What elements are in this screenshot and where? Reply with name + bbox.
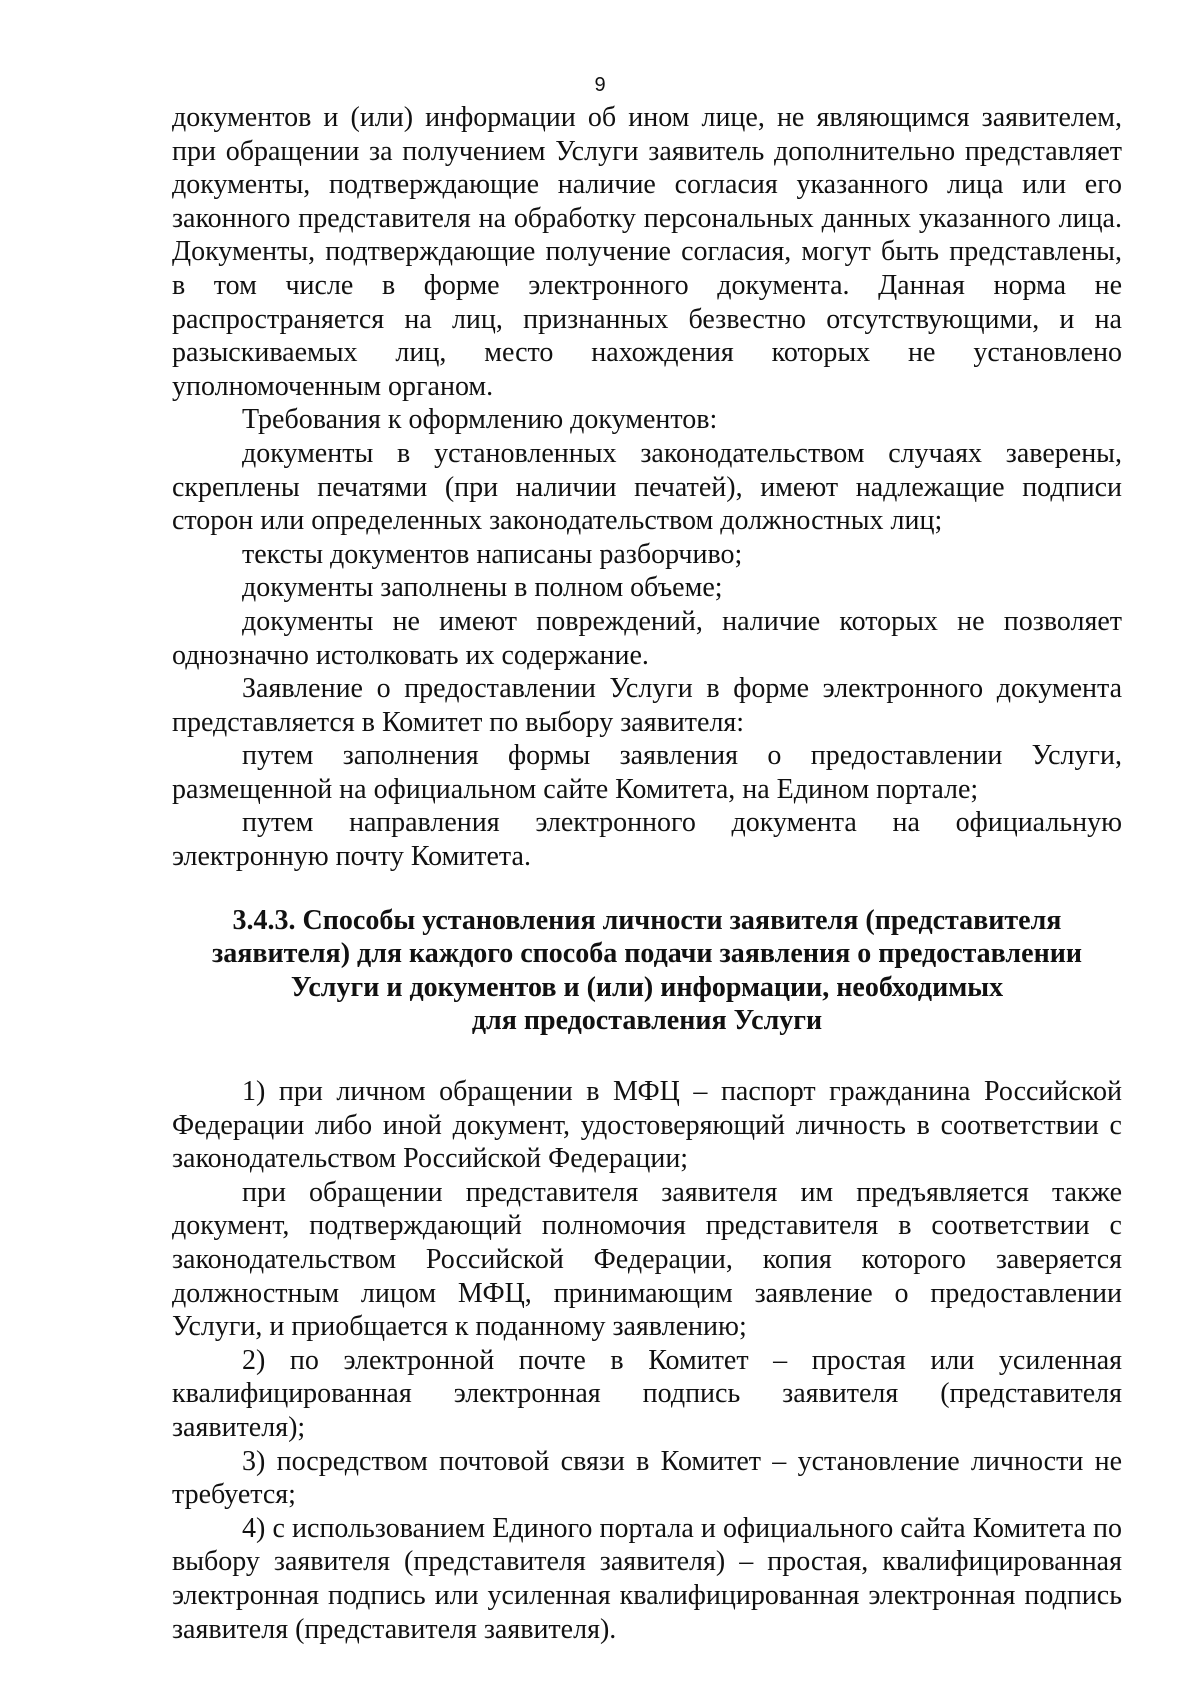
heading-line: 3.4.3. Способы установления личности заявителя (представителя xyxy=(232,904,1062,936)
paragraph: документы не имеют повреждений, наличие которых не позволяет однозначно истолковать их содержание. xyxy=(172,605,1122,671)
paragraph: Требования к оформлению документов: xyxy=(242,404,718,436)
document-body xyxy=(172,101,1122,1646)
paragraph: путем заполнения формы заявления о предоставлении Услуги, размещенной на официальном сайте Комитета, на Едином портале; xyxy=(172,740,1122,805)
paragraph: документы в установленных законодательством случаях заверены, скреплены печатями (при наличии печатей), имеют надлежащие подписи сторон или определенных законодательством должностных лиц; xyxy=(172,437,1122,537)
page-number: 9 xyxy=(594,74,606,96)
paragraph: документы заполнены в полном объеме; xyxy=(242,572,723,604)
section-heading xyxy=(172,904,1122,1038)
paragraph: тексты документов написаны разборчиво; xyxy=(242,538,743,570)
paragraph: 1) при личном обращении в МФЦ – паспорт гражданина Российской Федерации либо иной документ, удостоверяющий личность в соответствии с законодательством Российской Федерации; xyxy=(172,1076,1122,1175)
paragraph: Заявление о предоставлении Услуги в форме электронного документа представляется в Комитет по выбору заявителя: xyxy=(172,673,1122,738)
heading-line: Услуги и документов и (или) информации, необходимых xyxy=(290,971,1004,1003)
paragraph: документов и (или) информации об ином лице, не являющимся заявителем, при обращении за получением Услуги заявитель дополнительно представляет документы, подтверждающие наличие согласия указанного лица или его законного представителя на обработку персональных данных указанного лица. Документы, подтверждающие получение согласия, могут быть представлены, в том числе в форме электронного документа. Данная норма не распространяется на лиц, признанных безвестно отсутствующими, и на разыскиваемых лиц, место нахождения которых не установлено уполномоченным органом. xyxy=(172,102,1122,402)
paragraph: путем направления электронного документа на официальную электронную почту Комитета. xyxy=(172,807,1122,873)
heading-line: заявителя) для каждого способа подачи заявления о предоставлении xyxy=(212,938,1082,970)
heading-line: для предоставления Услуги xyxy=(471,1005,823,1037)
paragraph: 3) посредством почтовой связи в Комитет – установление личности не требуется; xyxy=(172,1445,1122,1511)
paragraph: при обращении представителя заявителя им предъявляется также документ, подтверждающий полномочия представителя в соответствии с законодательством Российской Федерации, копия которого заверяется должностным лицом МФЦ, принимающим заявление о предоставлении Услуги, и приобщается к поданному заявлению; xyxy=(172,1176,1122,1343)
paragraph: 2) по электронной почте в Комитет – простая или усиленная квалифицированная электронная подпись заявителя (представителя заявителя); xyxy=(172,1344,1122,1443)
paragraph: 4) с использованием Единого портала и официального сайта Комитета по выбору заявителя (представителя заявителя) – простая, квалифицированная электронная подпись или усиленная квалифицированная электронная подпись заявителя (представителя заявителя). xyxy=(172,1512,1122,1645)
